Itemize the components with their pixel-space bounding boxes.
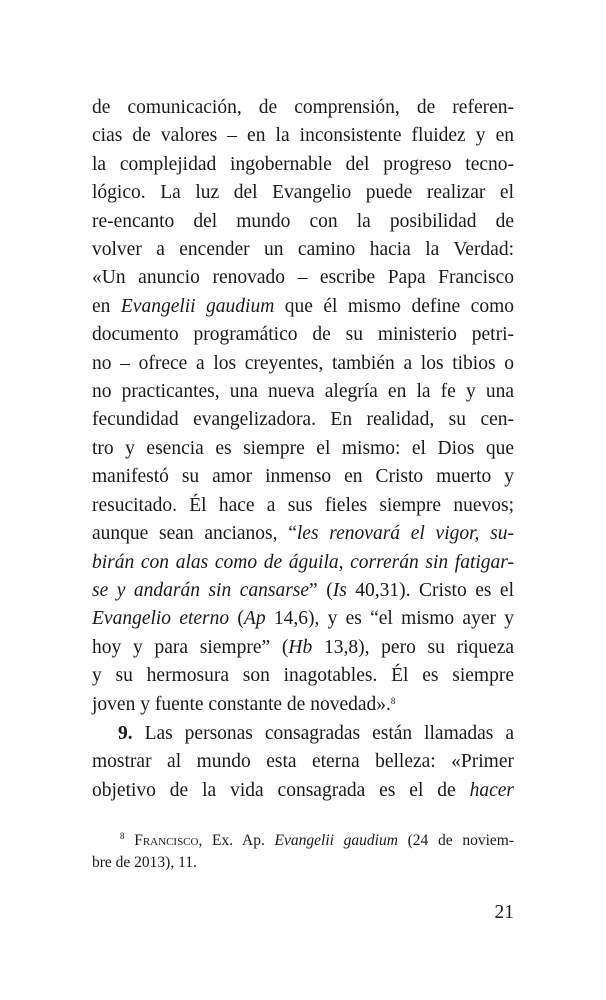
text-run: , Ex. Ap.	[198, 832, 275, 849]
document-title-italic: Evangelii gaudium	[120, 295, 275, 317]
bible-citation: Is	[332, 579, 347, 601]
text-run: en	[92, 295, 121, 317]
bible-citation: Hb	[288, 636, 313, 658]
text-run: hoy y para siempre” (	[92, 636, 289, 658]
text-line: fecundidad evangelizadora. En realidad, su cen-	[92, 409, 514, 431]
text-line	[92, 720, 514, 748]
footnote-author: Francisco	[134, 832, 199, 849]
text-line: lógico. La luz del Evangelio puede realizar el	[92, 182, 514, 204]
text-run: joven y fuente constante de novedad».	[92, 693, 391, 715]
text-line	[92, 777, 514, 805]
quote-italic: se y andarán sin cansarse	[92, 579, 310, 601]
text-line	[92, 577, 514, 605]
footnote-line	[92, 830, 514, 852]
footnote-marker: 8	[120, 831, 125, 841]
text-line	[92, 549, 514, 577]
quote-italic: les renovará el vigor, su-	[296, 523, 514, 545]
text-line: y su hermosura son inagotables. Él es siempre	[92, 665, 514, 687]
text-line	[92, 293, 514, 321]
text-line: no – ofrece a los creyentes, también a los tibios o	[92, 352, 514, 374]
text-line	[92, 605, 514, 633]
text-run: (24 de noviem-	[397, 832, 514, 849]
text-line: resucitado. Él hace a sus fieles siempre nuevos;	[92, 494, 514, 516]
text-run: Las personas consagradas están llamadas a	[132, 723, 514, 744]
text-line: no practicantes, una nueva alegría en la fe y una	[92, 381, 514, 403]
text-line	[92, 691, 514, 719]
text-run: ” (	[309, 579, 333, 601]
text-line	[92, 520, 514, 548]
text-run: 14,6), y es “el mismo ayer y	[265, 608, 514, 630]
paragraph-number: 9.	[118, 723, 133, 744]
italic-word: hacer	[469, 779, 514, 801]
text-run: aunque sean ancianos, “	[92, 523, 297, 545]
paragraph-9	[92, 720, 514, 805]
text-run: (	[229, 608, 244, 630]
page-number: 21	[494, 902, 514, 923]
footnote	[92, 830, 514, 874]
text-line: re-encanto del mundo con la posibilidad de	[92, 210, 514, 232]
text-line: la complejidad ingobernable del progreso tecno-	[92, 153, 514, 175]
text-line: de comunicación, de comprensión, de referen-	[92, 97, 514, 118]
footnote-title: Evangelii gaudium	[274, 832, 398, 849]
text-line: documento programático de su ministerio petri-	[92, 324, 514, 346]
quote-italic: birán con alas como de águila, correrán sin fatigar-	[92, 551, 514, 573]
text-line: mostrar al mundo esta eterna belleza: «Primer	[92, 751, 514, 773]
text-line: cias de valores – en la inconsistente fluidez y en	[92, 125, 514, 147]
text-line: manifestó su amor inmenso en Cristo muerto y	[92, 466, 514, 488]
text-line: «Un anuncio renovado – escribe Papa Francisco	[92, 267, 514, 289]
footnote-line: bre de 2013), 11.	[92, 854, 197, 871]
text-line: tro y esencia es siempre el mismo: el Dios que	[92, 437, 514, 459]
bible-citation: Ap	[243, 608, 266, 630]
text-run: objetivo de la vida consagrada es el de	[92, 779, 470, 801]
text-run: 40,31). Cristo es el	[346, 579, 515, 601]
paragraph-continued	[92, 94, 514, 719]
text-run: 13,8), pero su riqueza	[312, 636, 515, 658]
text-line	[92, 634, 514, 662]
footnote-reference: 8	[390, 695, 396, 706]
text-run: que él mismo define como	[274, 295, 514, 317]
text-line: volver a encender un camino hacia la Verdad:	[92, 239, 514, 261]
quote-italic: Evangelio eterno	[92, 608, 230, 630]
